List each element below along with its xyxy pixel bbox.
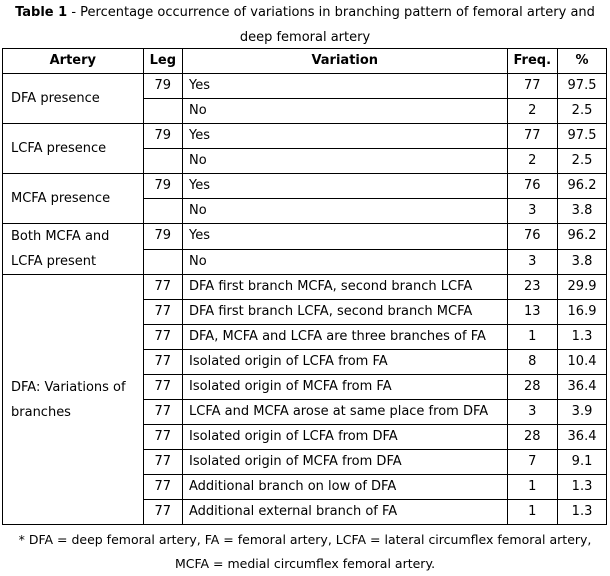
variation-cell: No — [183, 149, 507, 174]
leg-cell: 77 — [143, 375, 182, 400]
artery-cell: DFA: Variations of branches — [3, 275, 144, 525]
variation-cell: Yes — [183, 174, 507, 199]
freq-cell: 76 — [507, 174, 558, 199]
table-footnote: * DFA = deep femoral artery, FA = femoral artery, LCFA = lateral circumflex femoral artery, MCFA = medial circumflex femoral artery. — [18, 532, 592, 571]
freq-cell: 1 — [507, 500, 558, 525]
leg-cell — [143, 249, 182, 275]
leg-cell — [143, 99, 182, 124]
freq-cell: 1 — [507, 475, 558, 500]
freq-cell: 28 — [507, 375, 558, 400]
variation-cell: Isolated origin of LCFA from DFA — [183, 425, 507, 450]
leg-cell: 77 — [143, 400, 182, 425]
leg-cell: 79 — [143, 224, 182, 250]
percent-cell: 1.3 — [558, 325, 607, 350]
table-row — [3, 124, 607, 149]
percent-cell: 3.8 — [558, 249, 607, 275]
percent-cell: 2.5 — [558, 149, 607, 174]
freq-cell: 8 — [507, 350, 558, 375]
leg-cell: 77 — [143, 450, 182, 475]
percent-cell: 2.5 — [558, 99, 607, 124]
variation-cell: Yes — [183, 74, 507, 99]
table-row — [3, 74, 607, 99]
percent-cell: 10.4 — [558, 350, 607, 375]
percent-cell: 9.1 — [558, 450, 607, 475]
leg-cell: 79 — [143, 124, 182, 149]
freq-cell: 28 — [507, 425, 558, 450]
leg-cell: 77 — [143, 425, 182, 450]
variation-cell: DFA first branch LCFA, second branch MCFA — [183, 300, 507, 325]
freq-cell: 2 — [507, 149, 558, 174]
variation-cell: Yes — [183, 124, 507, 149]
leg-cell — [143, 199, 182, 224]
percent-cell: 96.2 — [558, 174, 607, 199]
table-label: Table 1 — [15, 5, 68, 20]
variation-table — [2, 48, 607, 525]
percent-cell: 36.4 — [558, 375, 607, 400]
percent-cell: 29.9 — [558, 275, 607, 300]
header-variation: Variation — [183, 49, 507, 74]
table-body — [3, 74, 607, 525]
leg-cell: 77 — [143, 300, 182, 325]
freq-cell: 7 — [507, 450, 558, 475]
variation-cell: No — [183, 249, 507, 275]
percent-cell: 1.3 — [558, 500, 607, 525]
leg-cell — [143, 149, 182, 174]
variation-cell: DFA, MCFA and LCFA are three branches of FA — [183, 325, 507, 350]
freq-cell: 13 — [507, 300, 558, 325]
freq-cell: 77 — [507, 124, 558, 149]
percent-cell: 3.9 — [558, 400, 607, 425]
artery-cell: MCFA presence — [3, 174, 144, 224]
percent-cell: 96.2 — [558, 224, 607, 250]
percent-cell: 1.3 — [558, 475, 607, 500]
leg-cell: 77 — [143, 475, 182, 500]
leg-cell: 77 — [143, 325, 182, 350]
variation-cell: Isolated origin of LCFA from FA — [183, 350, 507, 375]
variation-cell: LCFA and MCFA arose at same place from DFA — [183, 400, 507, 425]
leg-cell: 79 — [143, 174, 182, 199]
variation-cell: DFA first branch MCFA, second branch LCFA — [183, 275, 507, 300]
variation-cell: No — [183, 99, 507, 124]
percent-cell: 36.4 — [558, 425, 607, 450]
table-row — [3, 174, 607, 199]
percent-cell: 97.5 — [558, 124, 607, 149]
header-artery: Artery — [3, 49, 144, 74]
percent-cell: 16.9 — [558, 300, 607, 325]
table-row — [3, 275, 607, 300]
variation-cell: Additional branch on low of DFA — [183, 475, 507, 500]
variation-cell: Isolated origin of MCFA from DFA — [183, 450, 507, 475]
variation-cell: No — [183, 199, 507, 224]
leg-cell: 77 — [143, 500, 182, 525]
table-caption-text: - Percentage occurrence of variations in branching pattern of femoral artery and deep femoral artery — [67, 5, 595, 45]
artery-cell: DFA presence — [3, 74, 144, 124]
freq-cell: 3 — [507, 199, 558, 224]
freq-cell: 76 — [507, 224, 558, 250]
header-percent: % — [558, 49, 607, 74]
freq-cell: 23 — [507, 275, 558, 300]
variation-cell: Yes — [183, 224, 507, 250]
table-caption — [0, 0, 610, 50]
freq-cell: 1 — [507, 325, 558, 350]
header-leg: Leg — [143, 49, 182, 74]
table-row — [3, 224, 607, 250]
freq-cell: 77 — [507, 74, 558, 99]
percent-cell: 97.5 — [558, 74, 607, 99]
freq-cell: 3 — [507, 249, 558, 275]
variation-cell: Isolated origin of MCFA from FA — [183, 375, 507, 400]
leg-cell: 79 — [143, 74, 182, 99]
artery-cell: Both MCFA and LCFA present — [3, 224, 144, 275]
leg-cell: 77 — [143, 350, 182, 375]
table-header-row — [3, 49, 607, 74]
header-freq: Freq. — [507, 49, 558, 74]
artery-cell: LCFA presence — [3, 124, 144, 174]
freq-cell: 3 — [507, 400, 558, 425]
variation-cell: Additional external branch of FA — [183, 500, 507, 525]
freq-cell: 2 — [507, 99, 558, 124]
percent-cell: 3.8 — [558, 199, 607, 224]
leg-cell: 77 — [143, 275, 182, 300]
